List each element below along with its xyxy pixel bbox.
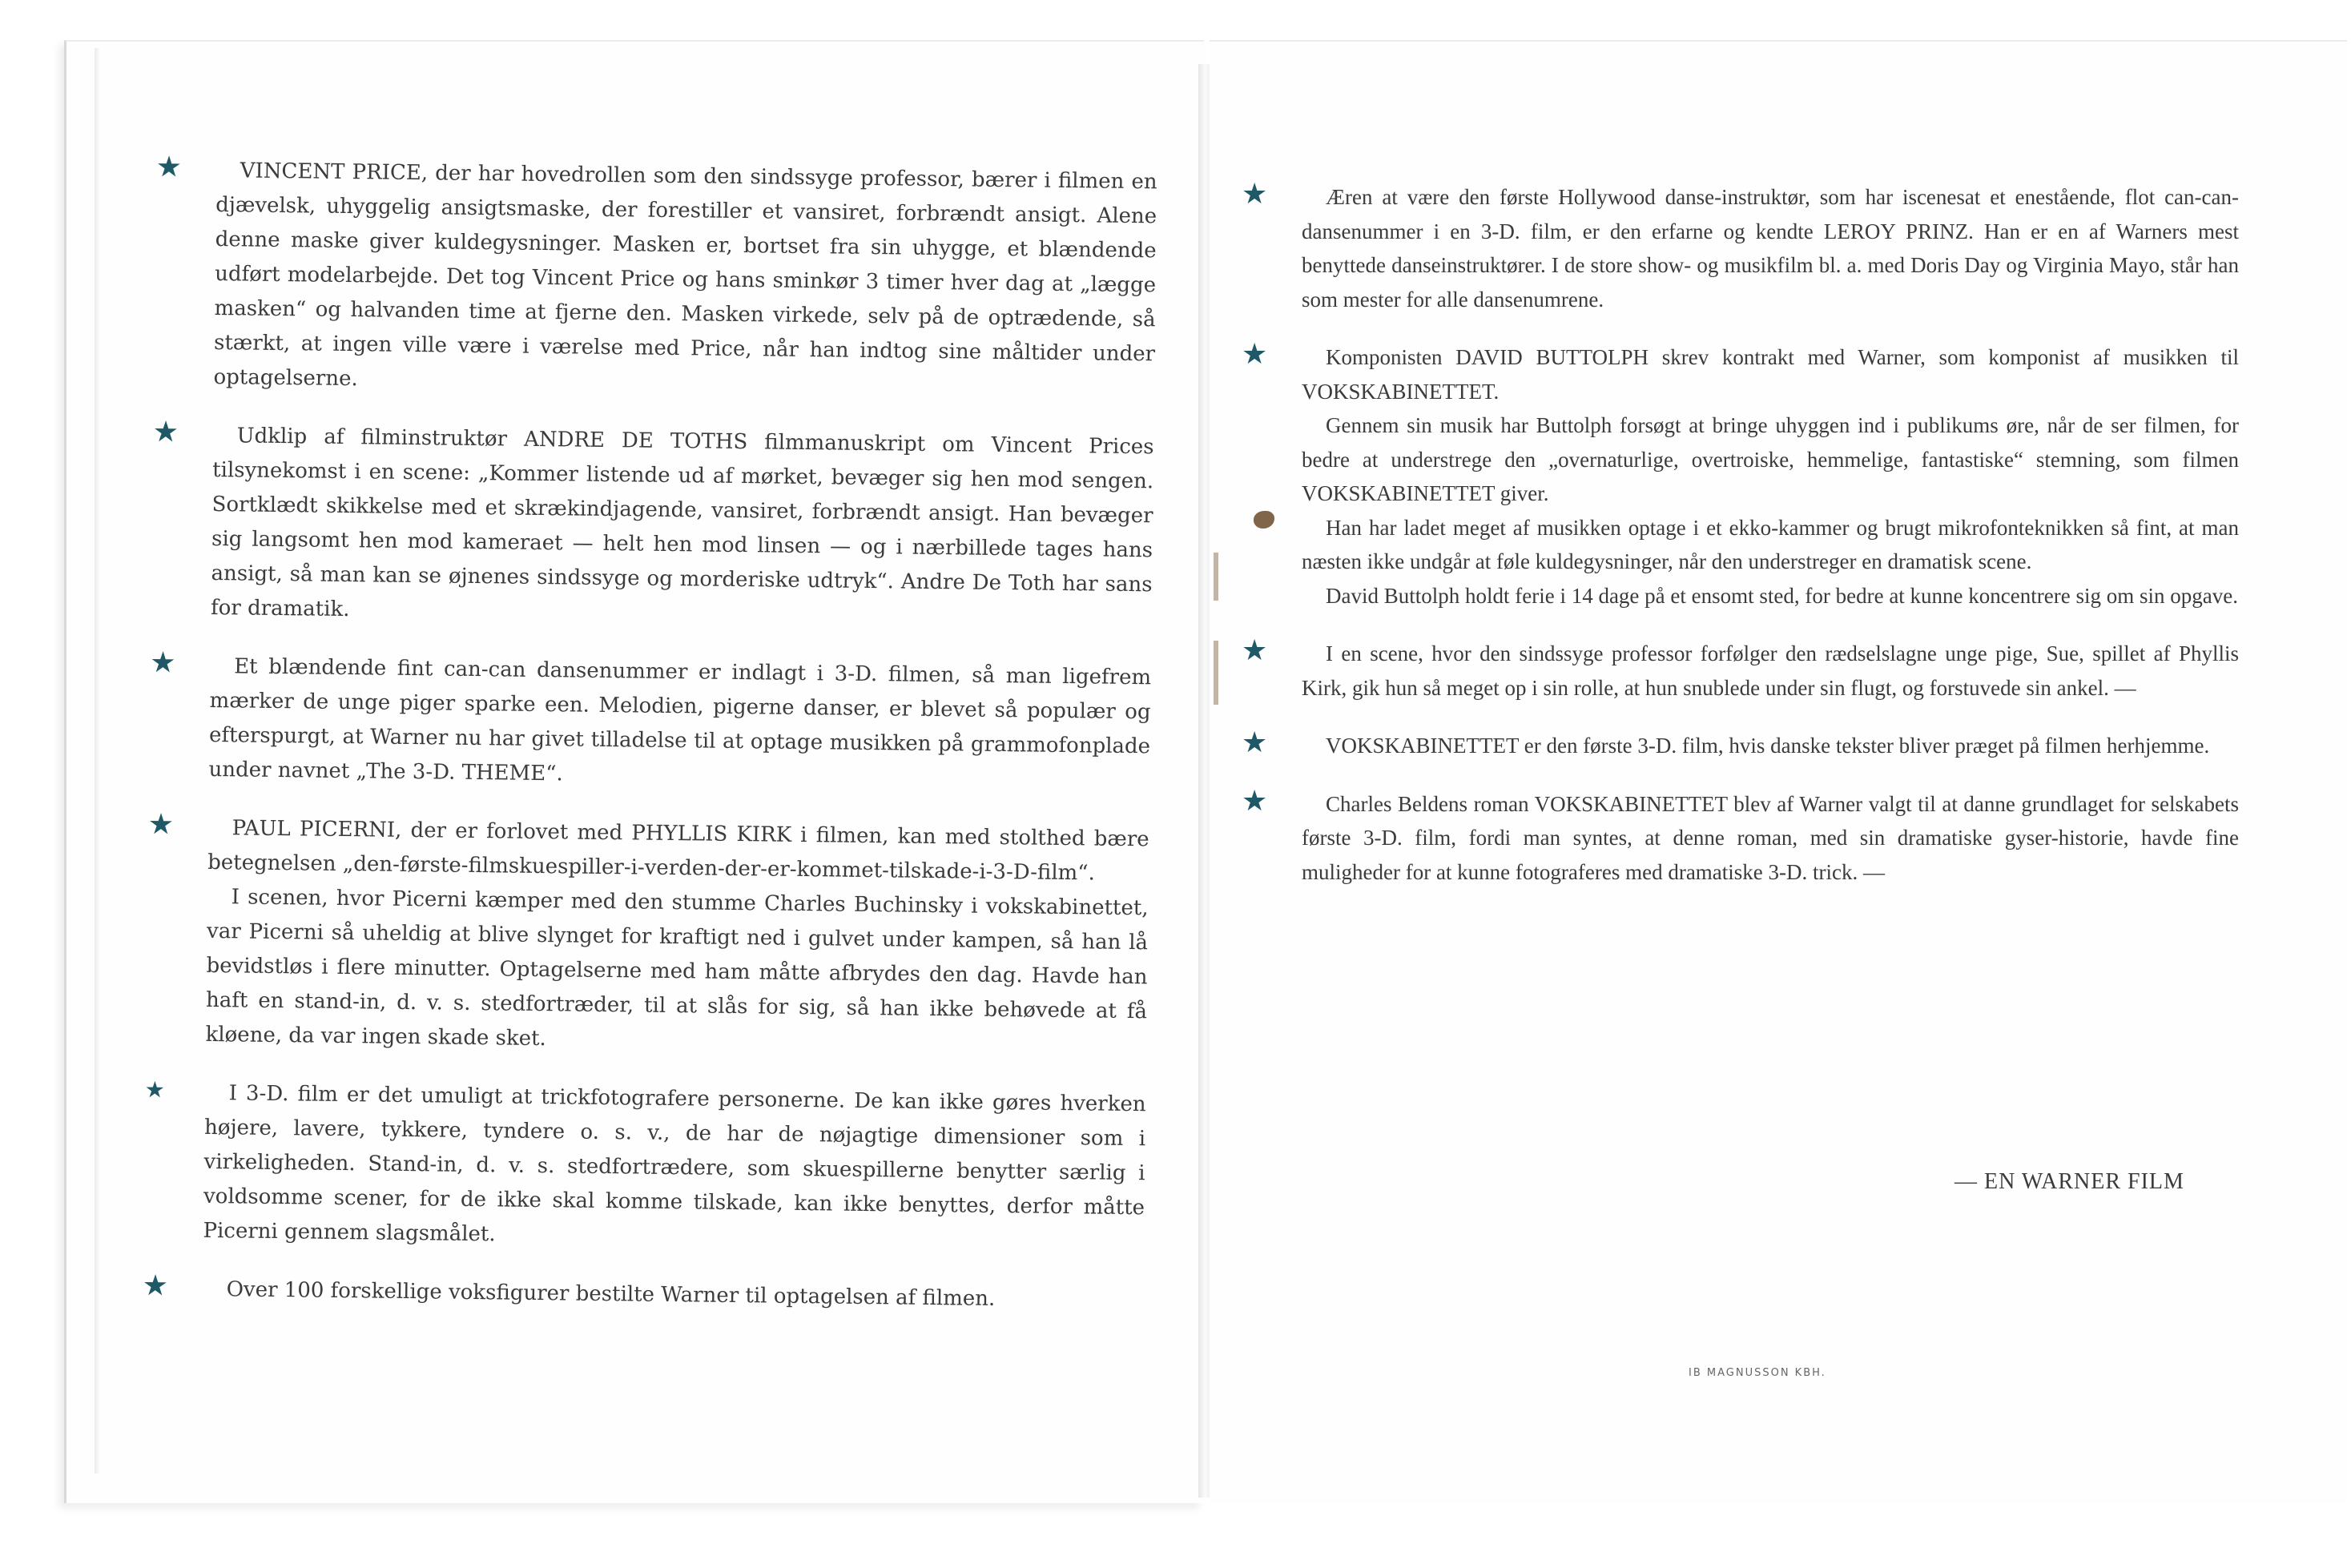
paragraph-leroy-prinz — [1242, 178, 2239, 316]
gutter-stain — [1214, 641, 1218, 705]
star-icon: ★ — [1242, 634, 1268, 667]
star-icon: ★ — [1242, 726, 1268, 759]
paragraph-text: Komponisten DAVID BUTTOLPH skrev kontrakt med Warner, som komponist af musikken til VOKSKABINETTET. — [1302, 345, 2239, 404]
paragraph-text: I 3-D. film er det umuligt at trickfotografere personerne. De kan ikke gøres hverken højere, lavere, tykkere, tyndere o. s. v., de har de nøjagtige dimensioner som i virkeligheden. Stand-in, d. v. s. stedfortrædere, som skuespillerne benytter særlig i voldsomme scener, for de ikke skal komme tilskade, kan ikke benyttes, derfor måtte Picerni gennem slagsmålet. — [203, 1081, 1146, 1247]
star-icon: ★ — [1242, 784, 1268, 818]
paragraph-can-can — [149, 646, 1152, 798]
paragraph-text: Charles Beldens roman VOKSKABINETTET blev af Warner valgt til at danne grundlaget for selskabets første 3-D. film, fordi man syntes, at denne roman, med sin dramatiske gyser-historie, havde fine muligheder for at kunne fotograferes med dramatiske 3-D. trick. — — [1302, 791, 2239, 884]
paragraph-text: Et blændende fint can-can dansenummer er indlagt i 3-D. filmen, så man ligefrem mærker de unge piger sparke een. Melodien, pigerne danser, er blevet så populær og efterspurgt, at Warner nu har givet tilladelse til at optage musikken på grammofonplade under navnet „The 3-D. THEME“. — [208, 654, 1152, 786]
paragraph-text: Gennem sin musik har Buttolph forsøgt at bringe uhyggen ind i publikums øre, når de ser filmen, for bedre at understrege den „overnaturlige, overtroiske, hemmelige, fantastiske“ stemning, som filmen VOKSKABINETTET giver. — [1302, 413, 2239, 505]
star-icon: ★ — [142, 1268, 169, 1303]
paragraph-text: David Buttolph holdt ferie i 14 dage på et ensomt sted, for bedre at kunne koncentrere sig om sin opgave. — [1326, 583, 2238, 608]
paragraph-scene-sue — [1242, 634, 2239, 705]
page-edge — [95, 48, 99, 1474]
paragraph-text — [1302, 511, 2239, 579]
paragraph-andre-de-toth — [152, 416, 1154, 637]
paragraph-text: I scenen, hvor Picerni kæmper med den stumme Charles Buchinsky i vokskabinettet, var Picerni så uheldig at blive slynget for kraftigt ned i gulvet under kampen, så han lå bevidstløs i flere minutter. Optagelserne med ham måtte afbrydes den dag. Havde han haft en stand-in, d. v. s. stedfortræder, til at slås for sig, så han ikke behøvede at få kløene, da var ingen skade sket. — [205, 885, 1149, 1051]
star-icon: ★ — [152, 416, 179, 449]
left-text-column — [142, 151, 1157, 1342]
ink-blot-icon — [1254, 511, 1274, 529]
star-icon: ★ — [1242, 178, 1268, 211]
paragraph-text: VINCENT PRICE, der har hovedrollen som den sindssyge professor, bærer i filmen en djævelsk, uhyggelig ansigtsmaske, der forestiller et vansiret, forbrændt ansigt. Alene denne maske giver kuldegysninger. Masken er, bortset fra sin uhygge, et blændende udført modelarbejde. Det tog Vincent Price og hans sminkør 3 timer hver dag at „lægge masken“ og halvanden time at fjerne den. Masken virkede, selv på de optrædende, så stærkt, at ingen ville være i værelse med Price, når han indtog sine måltider under optagelserne. — [213, 159, 1157, 392]
paragraph-trickfoto — [144, 1075, 1146, 1260]
star-icon: ★ — [155, 151, 183, 184]
star-icon: ★ — [144, 1075, 166, 1104]
paragraph-text: VOKSKABINETTET er den første 3-D. film, hvis danske tekster bliver præget på filmen herhjemme. — [1326, 734, 2210, 758]
paragraph-text: Over 100 forskellige voksfigurer bestilte Warner til optagelsen af filmen. — [226, 1277, 996, 1311]
paragraph-text: PAUL PICERNI, der er forlovet med PHYLLIS KIRK i filmen, kan med stolthed bære betegnelsen „den-første-filmskuespiller-i-verden-der-er-kommet-tilskade-i-3-D-film“. — [207, 816, 1149, 886]
printer-mark: IB MAGNUSSON KBH. — [1689, 1367, 1826, 1379]
warner-signature: — EN WARNER FILM — [1954, 1169, 2184, 1194]
paragraph-david-buttolph — [1242, 338, 2239, 613]
paragraph-text: I en scene, hvor den sindssyge professor forfølger den rædselslagne unge pige, Sue, spillet af Phyllis Kirk, gik hun så meget op i sin rolle, at hun snublede under sin flugt, og forstuvede sin ankel. — — [1302, 641, 2239, 700]
paragraph-vincent-price — [155, 151, 1157, 406]
star-icon: ★ — [149, 646, 176, 680]
paragraph-charles-belden — [1242, 784, 2239, 890]
paragraph-text: Æren at være den første Hollywood danse-instruktør, som har iscenesat et enestående, flot can-can-dansenummer i en 3-D. film, er den erfarne og kendte LEROY PRINZ. Han er en af Warners mest benyttede danseinstruktører. I de store show- og musikfilm bl. a. med Doris Day og Virginia Mayo, står han som mester for alle dansenumrene. — [1302, 185, 2239, 312]
paragraph-text: Udklip af filminstruktør ANDRE DE TOTHS filmmanuskript om Vincent Prices tilsynekomst i en scene: „Kommer listende ud af mørket, bevæger sig hen mod sengen. Sortklædt skikkelse med et skrækindjagende, vansiret, forbrændt ansigt. Han bevæger sig langsomt hen mod kameraet — helt hen mod linsen — og i nærbillede tages hans ansigt, så man kan se øjnenes sindssyge og morderiske udtryk“. Andre De Toth har sans for dramatik. — [210, 424, 1154, 622]
right-text-column — [1242, 178, 2239, 913]
star-icon: ★ — [147, 808, 175, 842]
star-icon: ★ — [1242, 338, 1268, 371]
paragraph-danske-tekster — [1242, 726, 2239, 763]
book-gutter — [1198, 64, 1210, 1498]
paragraph-text-span: Han har ladet meget af musikken optage i et ekko-kammer og brugt mikrofonteknikken så fint, at man næsten ikke undgår at føle kuldegysninger, når den understreger en dramatisk scene. — [1302, 515, 2239, 573]
gutter-stain — [1214, 553, 1218, 601]
paragraph-paul-picerni — [147, 808, 1149, 1063]
paragraph-voksfigurer — [142, 1268, 1143, 1318]
